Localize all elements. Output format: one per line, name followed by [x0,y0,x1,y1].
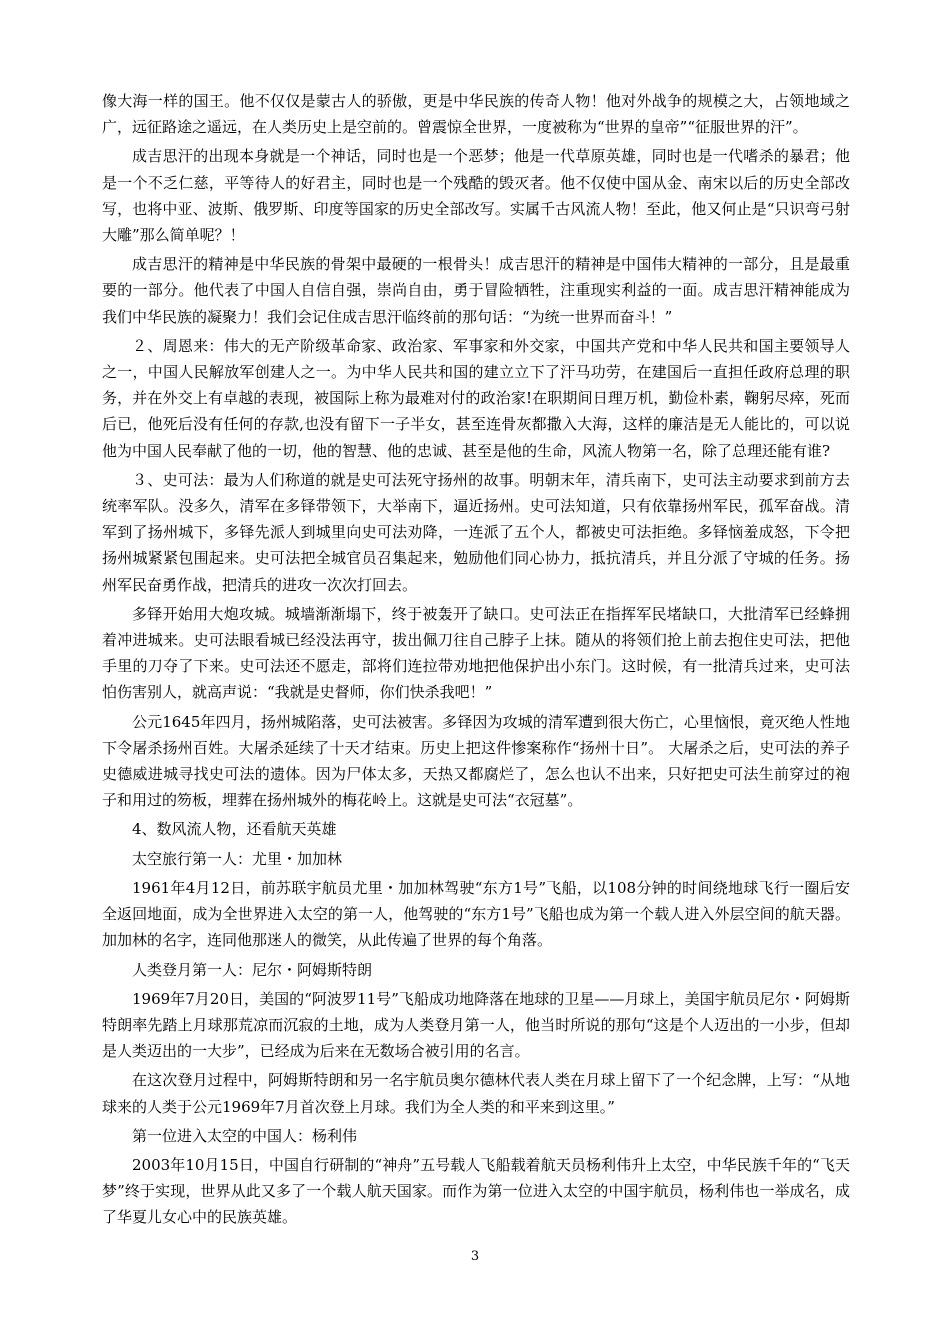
section-heading-space-heroes: 4、数风流人物，还看航天英雄 [132,820,337,839]
paragraph-shi-kefa-massacre: 公元1645年四月，扬州城陷落，史可法被害。多铎因为攻城的清军遭到很大伤亡，心里恼恨，竟灭绝人性地下令屠杀扬州百姓。大屠杀延续了十天才结束。历史上把这件惨案称作“扬州十日”。 大屠杀之后，史可法的养子史德威进城寻找史可法的遗体。因为尸体太多，天热又都腐烂了，怎么也认不出来，只好把史可法生前穿过的袍子和用过的笏板，埋葬在扬州城外的梅花岭上。这就是史可法“衣冠墓”。 [102,712,850,810]
paragraph-genghis-legend: 成吉思汗的出现本身就是一个神话，同时也是一个恶梦；他是一代草原英雄，同时也是一代嗜杀的暴君；他是一个不乏仁慈，平等待人的好君主，同时也是一个残酷的毁灭者。他不仅使中国从金、南宋以后的历史全部改写，也将中亚、波斯、俄罗斯、印度等国家的历史全部改写。实属千古风流人物！至此，他又何止是“只识弯弓射大雕”那么简单呢？！ [102,147,850,245]
paragraph-zhou-enlai: ２、周恩来：伟大的无产阶级革命家、政治家、军事家和外交家，中国共产党和中华人民共和国主要领导人之一，中国人民解放军创建人之一。为中华人民共和国的建立立下了汗马功劳，在建国后一直担任政府总理的职务，并在外交上有卓越的表现，被国际上称为最难对付的政治家!在职期间日理万机，勤俭朴素，鞠躬尽瘁，死而后已，他死后没有任何的存款,也没有留下一子半女，甚至连骨灰都撒入大海，这样的廉洁是无人能比的，可以说他为中国人民奉献了他的一切，他的智慧、他的忠诚、甚至是他的生命，风流人物第一名，除了总理还能有谁? [102,336,850,460]
page-number: 3 [470,1249,480,1264]
subheading-yang-liwei: 第一位进入太空的中国人：杨利伟 [132,1126,358,1145]
paragraph-yang-liwei: 2003年10月15日，中国自行研制的“神舟”五号载人飞船载着航天员杨利伟升上太空，中华民族千年的“飞天梦”终于实现，世界从此又多了一个载人航天国家。而作为第一位进入太空的中国宇航员，杨利伟也一举成名，成了华夏儿女心中的民族英雄。 [102,1155,850,1227]
paragraph-armstrong: 1969年7月20日，美国的“阿波罗11号”飞船成功地降落在地球的卫星——月球上，美国宇航员尼尔・阿姆斯特朗率先踏上月球那荒凉而沉寂的土地，成为人类登月第一人，他当时所说的那句“这是个人迈出的一小步，但却是人类迈出的一大步”，已经成为后来在无数场合被引用的名言。 [102,989,850,1061]
page-body [102,88,850,1234]
paragraph-gagarin: 1961年4月12日，前苏联宇航员尤里・加加林驾驶“东方1号”飞船，以108分钟的时间绕地球飞行一圈后安全返回地面，成为全世界进入太空的第一人，他驾驶的“东方1号”飞船也成为第一个载人进入外层空间的航天器。加加林的名字，连同他那迷人的微笑，从此传遍了世界的每个角落。 [102,878,850,950]
paragraph-shi-kefa-siege: 多铎开始用大炮攻城。城墙渐渐塌下，终于被轰开了缺口。史可法正在指挥军民堵缺口，大批清军已经蜂拥着冲进城来。史可法眼看城已经没法再守，拔出佩刀往自己脖子上抹。随从的将领们抢上前去抱住史可法，把他手里的刀夺了下来。史可法还不愿走，部将们连拉带劝地把他保护出小东门。这时候，有一批清兵过来，史可法怕伤害别人，就高声说：“我就是史督师，你们快杀我吧！” [102,604,850,702]
paragraph-genghis-spirit: 成吉思汗的精神是中华民族的骨架中最硬的一根骨头！成吉思汗的精神是中国伟大精神的一部分，且是最重要的一部分。他代表了中国人自信自强，崇尚自由，勇于冒险牺牲，注重现实利益的一面。成吉思汗精神能成为我们中华民族的凝聚力！我们会记住成吉思汗临终前的那句话：“为统一世界而奋斗！” [102,255,850,326]
paragraph-genghis-intro-continued: 像大海一样的国王。他不仅仅是蒙古人的骄傲，更是中华民族的传奇人物！他对外战争的规模之大，占领地域之广，远征路途之遥远，在人类历史上是空前的。曾震惊全世界，一度被称为“世界的皇帝”“征服世界的汗”。 [102,92,850,137]
subheading-gagarin: 太空旅行第一人：尤里・加加林 [132,849,343,868]
paragraph-moon-plaque: 在这次登月过程中，阿姆斯特朗和另一名宇航员奥尔德林代表人类在月球上留下了一个纪念牌，上写：“从地球来的人类于公元1969年7月首次登上月球。我们为全人类的和平来到这里。” [102,1071,850,1116]
paragraph-shi-kefa-intro: ３、史可法：最为人们称道的就是史可法死守扬州的故事。明朝末年，清兵南下，史可法主动要求到前方去统率军队。没多久，清军在多铎带领下，大举南下，逼近扬州。史可法知道，只有依靠扬州军民，孤军奋战。清军到了扬州城下，多铎先派人到城里向史可法劝降，一连派了五个人，都被史可法拒绝。多铎恼羞成怒，下令把扬州城紧紧包围起来。史可法把全城官员召集起来，勉励他们同心协力，抵抗清兵，并且分派了守城的任务。扬州军民奋勇作战，把清兵的进攻一次次打回去。 [102,470,850,594]
subheading-armstrong: 人类登月第一人：尼尔・阿姆斯特朗 [132,960,373,979]
